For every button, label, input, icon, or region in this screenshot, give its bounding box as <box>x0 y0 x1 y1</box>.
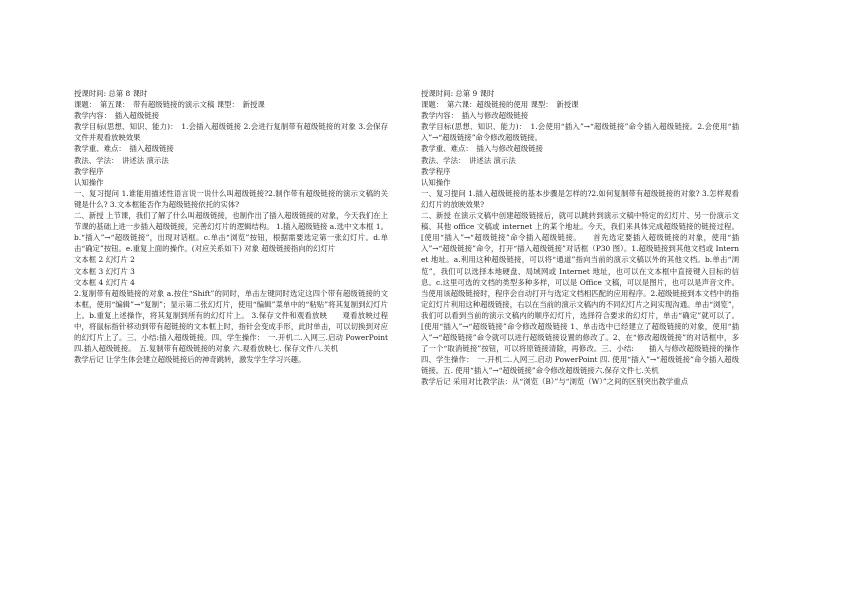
mapping-row: 文本框 4 幻灯片 4 <box>74 277 135 287</box>
lesson-new-content: 二、新授 在演示文稿中创建超级链接后，就可以跳转到演示文稿中特定的幻灯片、另一份演示文稿、其他 office 文稿或 internet 上的某个地址。今天，我们来具体完成超级链接的链接过程。[使用“插入”→“超级链接”命令插入超级链接。 首先选定要插入超级链接的对象，使用“插入”→“超级链接”命令，打开“插入超级链接”对话框（P30 图）。1.超级链接到其他文档或 Internet 地址。a.利用这种超级链接，可以将“通道”指向当前的演示文稿以外的其他文档。b.单击“浏览”，我们可以选择本地硬盘、局域网或 Internet 地址，也可以在文本框中直接键入目标的信息。c.这里可选的文档的类型多种多样，可以是 Office 文稿，可以是图片，也可以是声音文件。当使用该超级链接时，程序会自动打开与选定文档相匹配的应用程序。2.超级链接到本文档中的指定幻灯片利用这种超级链接，右以在当前的演示文稿内的不同幻灯片之间实现沟通。单击“浏览”，我们可以看到当前的演示文稿内的顺序幻灯片，选择符合要求的幻灯片，单击“确定”就可以了。[使用“插入”→“超级链接”命令修改超级链接 1、单击选中已经建立了超级链接的对象，使用“插入”→“超级链接”命令就可以进行超级链接设置的修改了。2、在“修改超级链接”的对话框中，多了一个“取消链接”按钮，可以将原链接清除，再修改。三、小结: 插入与修改超级链接的操作四、学生操作： 一.开机二.入网三.启动 PowerPoint 四. 使用“插入”→“超级链接”命令插入超级链接。五. 使用“插入”→“超级链接”命令修改超级链接六.保存文件七.关机 <box>421 211 739 376</box>
lesson-topic: 课题： 第五课： 带有超级链接的演示文稿 课型： 新授课 <box>74 100 265 110</box>
lesson-key-points: 教学重、难点： 插入与修改超级链接 <box>421 144 543 154</box>
lesson-plan-9 <box>421 88 739 388</box>
lesson-objectives: 教学目标(思想、知识、能力)： 1.会插入超级链接 2.会进行复制带有超级链接的对象 3.会保存文件并观看放映效果 <box>74 122 388 143</box>
lesson-content: 教学内容： 插入与修改超级链接 <box>421 111 529 121</box>
lesson-plan-8 <box>74 88 388 365</box>
lesson-operation-heading: 认知操作 <box>421 177 451 187</box>
lesson-copy-and-summary: 2.复制带有超级链接的对象 a.按住“Shift”的同时，单击左键同时选定这四个带有超级链接的文本框，使用“编辑”→“复制”；显示第二张幻灯片，使用“编辑”菜单中的“粘贴”将其复制到幻灯片上。b.重复上述操作，将其复制到所有的幻灯片上。 3.保存文件和观看放映 观看放映过程中，将鼠标指针移动到带有超链接的文本框上时，指针会变成手形，此时单击，可以切换到对应的幻灯片上了。三、小结:插入超级链接。四、学生操作： 一.开机二.入网三.启动 PowerPoint 四.插入超级链接。 五.复制带有超级链接的对象 六.观看放映七. 保存文件八.关机 <box>74 288 388 354</box>
mapping-row: 文本框 2 幻灯片 2 <box>74 255 135 265</box>
lesson-new-content: 二、新授 上节课，我们了解了什么叫超级链接，也制作出了插入超级链接的对象，今天我们在上节课的基础上进一步插入超级链接，完善幻灯片的逻辑结构。 1.插入超级链接 a.选中文本框 1。b.“插入”→“超级链接”，出现对话框。c.单击“浏览”按钮，根据需要选定第一张幻灯片。d.单击“确定”按钮。e.重复上面的操作。(对应关系如下) 对象 超级链接指向的幻灯片 <box>74 211 388 254</box>
lesson-afterword: 教学后记 采用对比教学法：从“浏览（B）”与“浏览（W）”之间的区别突出教学重点 <box>421 377 688 387</box>
lesson-content: 教学内容： 插入超级链接 <box>74 111 159 121</box>
lesson-key-points: 教学重、难点： 插入超级链接 <box>74 144 174 154</box>
mapping-row: 文本框 3 幻灯片 3 <box>74 266 135 276</box>
lesson-time: 授课时间: 总第 8 课时 <box>74 89 148 98</box>
lesson-topic: 课题： 第六课：超级链接的使用 课型： 新授课 <box>421 100 579 110</box>
lesson-methods: 教法、学法： 讲述法 演示法 <box>74 155 169 165</box>
lesson-review: 一、复习提问 1.插入超级链接的基本步骤是怎样的?2.如何复制带有超级链接的对象? 3.怎样观看幻灯片的放映效果? <box>421 188 739 209</box>
lesson-objectives: 教学目标(思想、知识、能力)： 1.会使用“插入”→“超级链接”命令插入超级链接。2.会使用“插入”→“超级链接”命令修改超级链接。 <box>421 122 739 143</box>
lesson-operation-heading: 认知操作 <box>74 177 104 187</box>
lesson-methods: 教法、学法： 讲述法 演示法 <box>421 155 516 165</box>
lesson-review: 一、复习提问 1.谁能用描述性语言说一说什么叫超级链接?2.制作带有超级链接的演示文稿的关键是什么? 3.文本框能否作为超级链接依托的实体? <box>74 188 388 209</box>
lesson-afterword: 教学后记 让学生体会建立超级链接后的神奇跳转，激发学生学习兴趣。 <box>74 355 306 365</box>
lesson-time: 授课时间: 总第 9 课时 <box>421 89 495 98</box>
lesson-procedure-heading: 教学程序 <box>421 166 451 176</box>
lesson-procedure-heading: 教学程序 <box>74 166 104 176</box>
